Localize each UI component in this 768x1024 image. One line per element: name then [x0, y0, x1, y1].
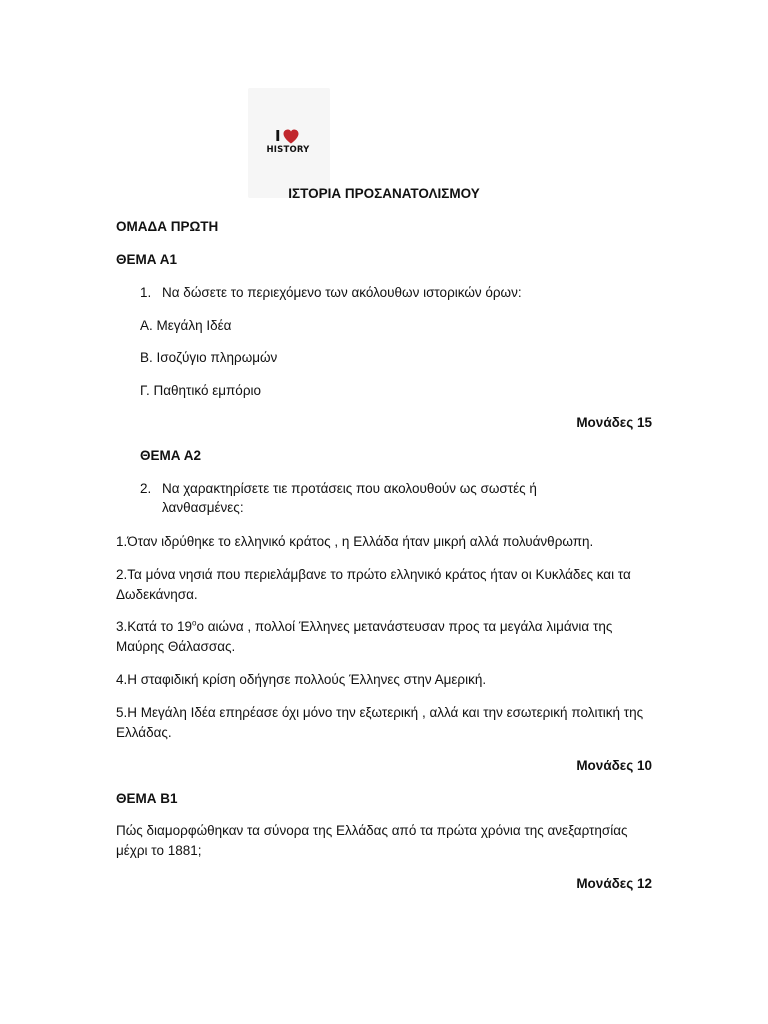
statement-2: 2.Τα μόνα νησιά που περιελάμβανε το πρώτο ελληνικό κράτος ήταν οι Κυκλάδες και τα Δωδεκάνησα.: [116, 567, 631, 602]
page-title: ΙΣΤΟΡΙΑ ΠΡΟΣΑΝΑΤΟΛΙΣΜΟΥ: [288, 186, 480, 201]
thema-a2-heading: ΘΕΜΑ Α2: [140, 448, 202, 463]
statement-3: [116, 617, 656, 657]
statement-5: 5.Η Μεγάλη Ιδέα επηρέασε όχι μόνο την εξωτερική , αλλά και την εσωτερική πολιτική της Ελλάδας.: [116, 705, 644, 740]
logo-top-line: [275, 128, 299, 144]
statement-3-rest: ο αιώνα , πολλοί Έλληνες μετανάστευσαν προς τα μεγάλα λιμάνια της Μαύρης Θάλασσας.: [116, 619, 613, 654]
logo-i-letter: I: [275, 127, 281, 145]
statement-4: 4.Η σταφιδική κρίση οδήγησε πολλούς Έλληνες στην Αμερική.: [116, 672, 487, 687]
group-heading: ΟΜΑΔΑ ΠΡΩΤΗ: [116, 219, 219, 234]
i-love-history-logo: [248, 88, 330, 198]
logo-mark: [262, 128, 318, 158]
thema-a1-question: [140, 283, 680, 303]
term-c: Γ. Παθητικό εμπόριο: [140, 383, 262, 398]
thema-a2-marks: Μονάδες 10: [576, 758, 652, 773]
thema-b1-heading: ΘΕΜΑ Β1: [116, 791, 178, 806]
question-text: Να δώσετε το περιεχόμενο των ακόλουθων ιστορικών όρων:: [162, 285, 522, 300]
statement-3-prefix: 3.Κατά το 19: [116, 619, 193, 634]
question-text: Να χαρακτηρίσετε τιε προτάσεις που ακολουθούν ως σωστές ή λανθασμένες:: [162, 481, 537, 515]
heart-icon: [283, 129, 299, 144]
statement-1: 1.Όταν ιδρύθηκε το ελληνικό κράτος , η Ελλάδα ήταν μικρή αλλά πολυάνθρωπη.: [116, 534, 594, 549]
thema-a2-question: [140, 479, 580, 517]
thema-a1-marks: Μονάδες 15: [576, 415, 652, 430]
term-b: Β. Ισοζύγιο πληρωμών: [140, 350, 278, 365]
statement-3-superscript: ο: [192, 618, 197, 628]
thema-b1-marks: Μονάδες 12: [576, 876, 652, 891]
logo-history-word: HISTORY: [266, 145, 310, 155]
question-number: 2.: [140, 481, 152, 496]
thema-a1-heading: ΘΕΜΑ Α1: [116, 252, 178, 267]
question-number: 1.: [140, 285, 152, 300]
thema-b1-question: Πώς διαμορφώθηκαν τα σύνορα της Ελλάδας από τα πρώτα χρόνια της ανεξαρτησίας μέχρι το 1881;: [116, 823, 628, 858]
term-a: Α. Μεγάλη Ιδέα: [140, 318, 232, 333]
